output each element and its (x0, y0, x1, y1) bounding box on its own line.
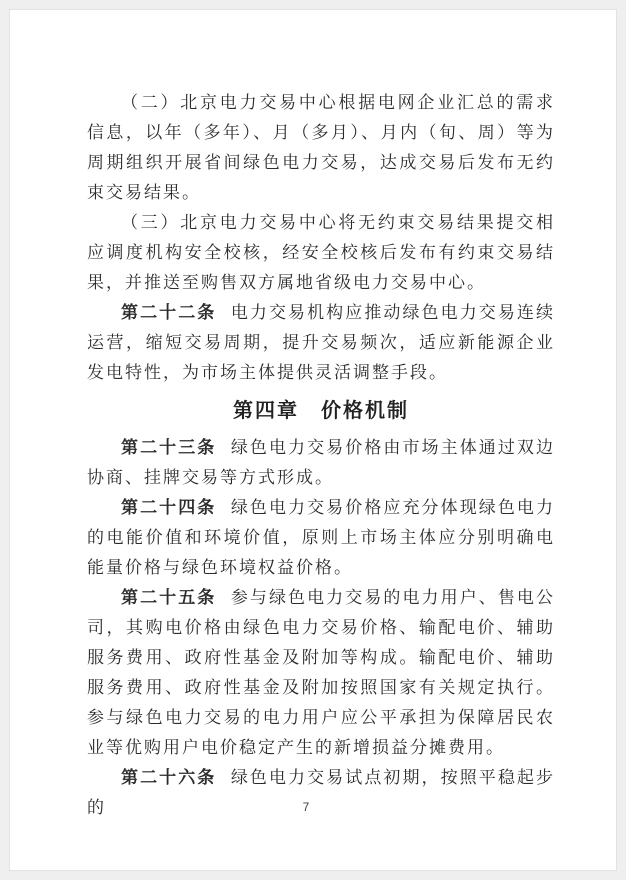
article-paragraph (87, 433, 555, 493)
article-number: 第二十四条 (121, 498, 217, 517)
document-page (9, 9, 617, 871)
paragraph-text: （三）北京电力交易中心将无约束交易结果提交相应调度机构安全校核，经安全校核后发布有约束交易结果，并推送至购售双方属地省级电力交易中心。 (87, 213, 555, 292)
document-content (87, 88, 555, 823)
chapter-heading: 第四章 价格机制 (233, 400, 409, 422)
paragraph-text: 绿色电力交易试点初期，按照平稳起步的 (87, 768, 556, 817)
page-number: 7 (302, 800, 310, 814)
article-paragraph (87, 298, 555, 388)
article-paragraph (87, 763, 555, 823)
article-number: 第二十五条 (121, 588, 217, 607)
article-number: 第二十二条 (121, 303, 217, 322)
article-paragraph (87, 583, 555, 763)
article-number: 第二十三条 (121, 438, 217, 457)
paragraph-text: （二）北京电力交易中心根据电网企业汇总的需求信息，以年（多年）、月（多月）、月内（旬、周）等为周期组织开展省间绿色电力交易，达成交易后发布无约束交易结果。 (87, 93, 555, 202)
paragraph-text: 参与绿色电力交易的电力用户、售电公司，其购电价格由绿色电力交易价格、输配电价、辅助服务费用、政府性基金及附加等构成。输配电价、辅助服务费用、政府性基金及附加按照国家有关规定执行。参与绿色电力交易的电力用户应公平承担为保障居民农业等优购用户电价稳定产生的新增损益分摊费用。 (87, 588, 556, 757)
article-paragraph (87, 493, 555, 583)
paragraph-text: 绿色电力交易价格应充分体现绿色电力的电能价值和环境价值，原则上市场主体应分别明确电能量价格与绿色环境权益价格。 (87, 498, 556, 577)
article-number: 第二十六条 (121, 768, 217, 787)
body-paragraph (87, 88, 555, 208)
paragraph-text: 绿色电力交易价格由市场主体通过双边协商、挂牌交易等方式形成。 (87, 438, 556, 487)
paragraph-text: 电力交易机构应推动绿色电力交易连续运营，缩短交易周期，提升交易频次，适应新能源企业发电特性，为市场主体提供灵活调整手段。 (87, 303, 556, 382)
body-paragraph (87, 208, 555, 298)
